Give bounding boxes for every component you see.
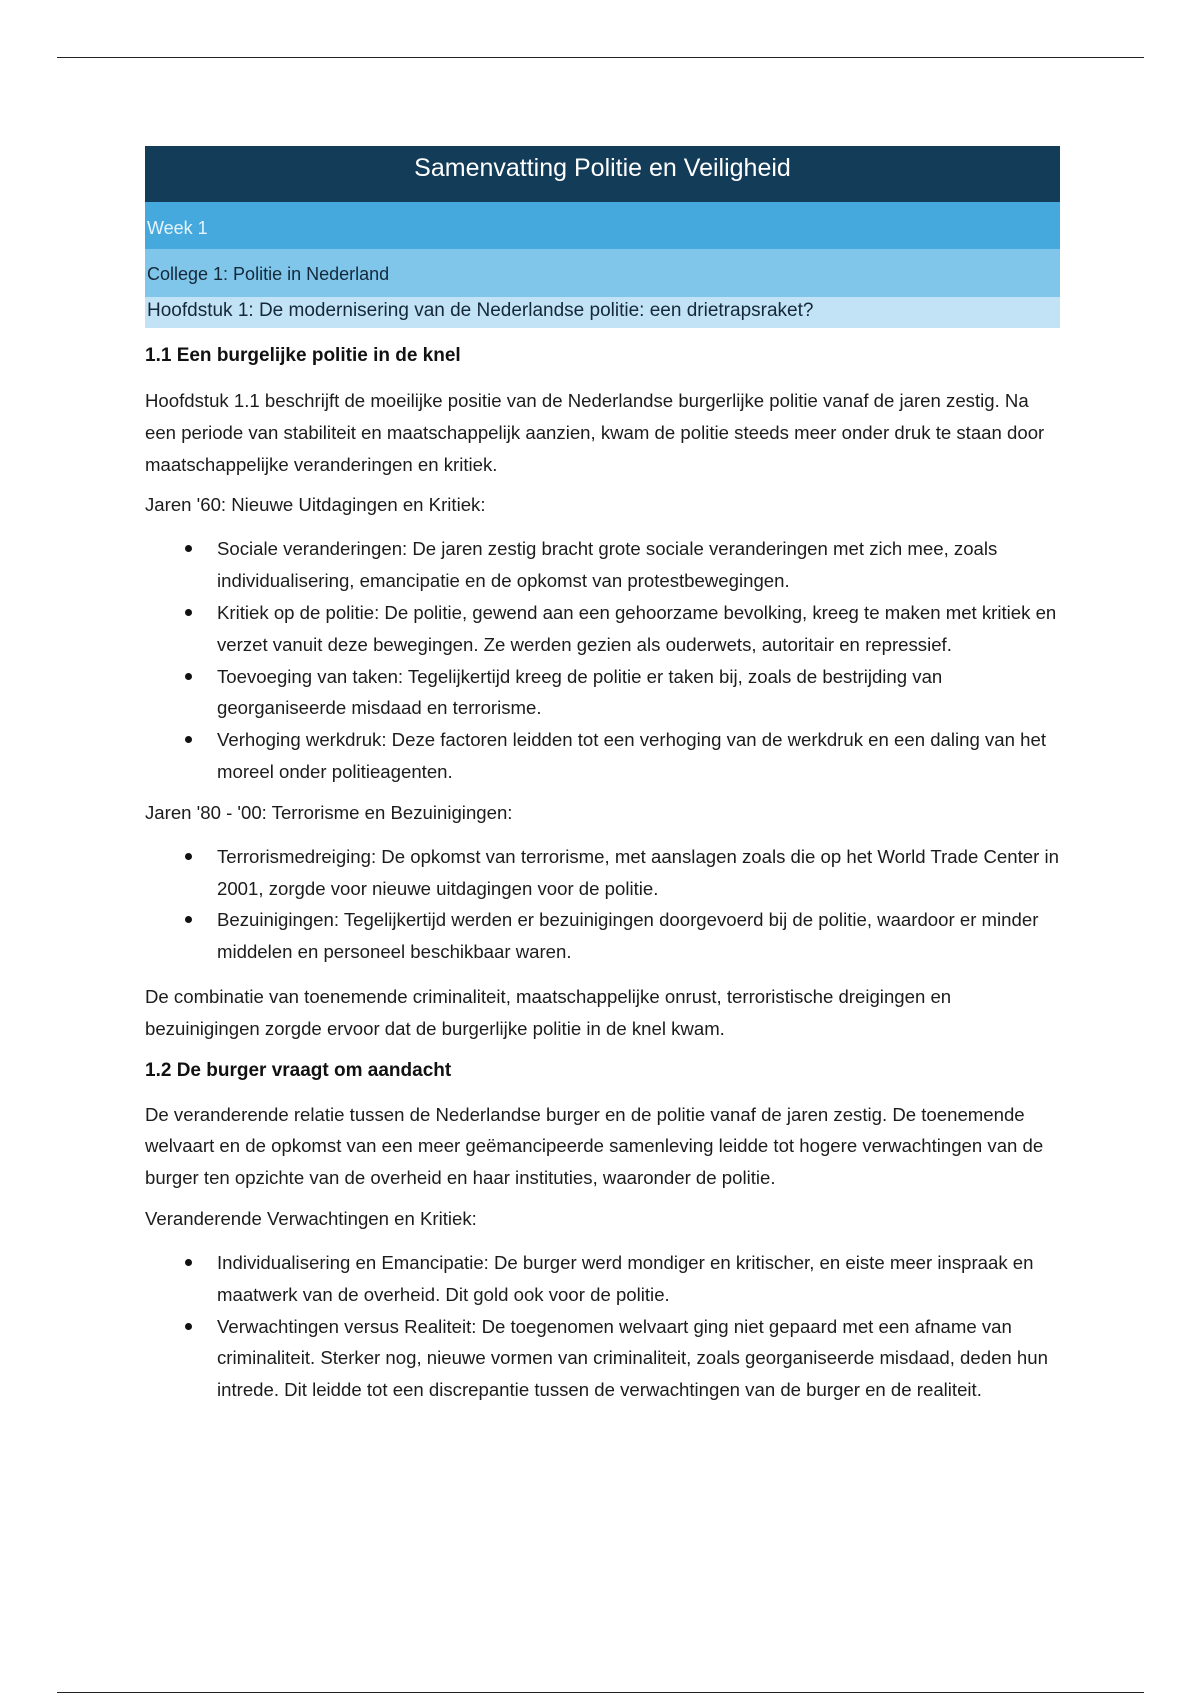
section-1-conclusion: De combinatie van toenemende criminaliteit, maatschappelijke onrust, terroristische dreigingen en bezuinigingen zorgde ervoor dat de burgerlijke politie in de knel kwam. bbox=[145, 985, 952, 1039]
page-bottom-rule bbox=[57, 1692, 1144, 1693]
list-item: Verhoging werkdruk: Deze factoren leidden tot een verhoging van de werkdruk en een daling van het moreel onder politieagenten. bbox=[145, 724, 1060, 788]
list-item: Bezuinigingen: Tegelijkertijd werden er bezuinigingen doorgevoerd bij de politie, waardoor er minder middelen en personeel beschikbaar waren. bbox=[145, 904, 1060, 968]
list-item: Toevoeging van taken: Tegelijkertijd kreeg de politie er taken bij, zoals de bestrijding van georganiseerde misdaad en terrorisme. bbox=[145, 661, 1060, 725]
document-body bbox=[145, 146, 1060, 1406]
section-1-sub1-label: Jaren '60: Nieuwe Uitdagingen en Kritiek: bbox=[145, 494, 486, 516]
section-1-sub2-label: Jaren '80 - '00: Terrorisme en Bezuinigingen: bbox=[145, 801, 513, 823]
chapter-heading: Hoofdstuk 1: De modernisering van de Nederlandse politie: een drietrapsraket? bbox=[145, 297, 1060, 328]
list-item: Verwachtingen versus Realiteit: De toegenomen welvaart ging niet gepaard met een afname van criminaliteit. Sterker nog, nieuwe vormen van criminaliteit, zoals georganiseerde misdaad, deden hun intrede. Dit leidde tot een discrepantie tussen de verwachtingen van de burger en de realiteit. bbox=[145, 1311, 1060, 1406]
list-item: Individualisering en Emancipatie: De burger werd mondiger en kritischer, en eiste meer inspraak en maatwerk van de overheid. Dit gold ook voor de politie. bbox=[145, 1247, 1060, 1311]
week-heading: Week 1 bbox=[145, 202, 1060, 249]
section-1-sub2-list bbox=[145, 841, 1060, 968]
college-heading: College 1: Politie in Nederland bbox=[145, 249, 1060, 297]
section-2-sub1-label: Veranderende Verwachtingen en Kritiek: bbox=[145, 1207, 477, 1229]
list-item: Kritiek op de politie: De politie, gewend aan een gehoorzame bevolking, kreeg te maken met kritiek en verzet vanuit deze bewegingen. Ze werden gezien als ouderwets, autoritair en repressief. bbox=[145, 597, 1060, 661]
section-1-heading: 1.1 Een burgelijke politie in de knel bbox=[145, 345, 461, 366]
section-2-sub1-list bbox=[145, 1247, 1060, 1406]
document-title: Samenvatting Politie en Veiligheid bbox=[145, 146, 1060, 202]
section-2-heading: 1.2 De burger vraagt om aandacht bbox=[145, 1059, 452, 1081]
list-item: Terrorismedreiging: De opkomst van terrorisme, met aanslagen zoals die op het World Trade Center in 2001, zorgde voor nieuwe uitdagingen voor de politie. bbox=[145, 841, 1060, 905]
section-1-intro: Hoofdstuk 1.1 beschrijft de moeilijke positie van de Nederlandse burgerlijke politie vanaf de jaren zestig. Na een periode van stabiliteit en maatschappelijk aanzien, kwam de politie steeds meer onder druk te staan door maatschappelijke veranderingen en kritiek. bbox=[145, 390, 1045, 475]
section-1-sub1-list bbox=[145, 533, 1060, 787]
section-2-intro: De veranderende relatie tussen de Nederlandse burger en de politie vanaf de jaren zestig. De toenemende welvaart en de opkomst van een meer geëmancipeerde samenleving leidde tot hogere verwachtingen van de burger ten opzichte van de overheid en haar instituties, waaronder de politie. bbox=[145, 1103, 1044, 1189]
page-top-rule bbox=[57, 57, 1144, 58]
list-item: Sociale veranderingen: De jaren zestig bracht grote sociale veranderingen met zich mee, zoals individualisering, emancipatie en de opkomst van protestbewegingen. bbox=[145, 533, 1060, 597]
